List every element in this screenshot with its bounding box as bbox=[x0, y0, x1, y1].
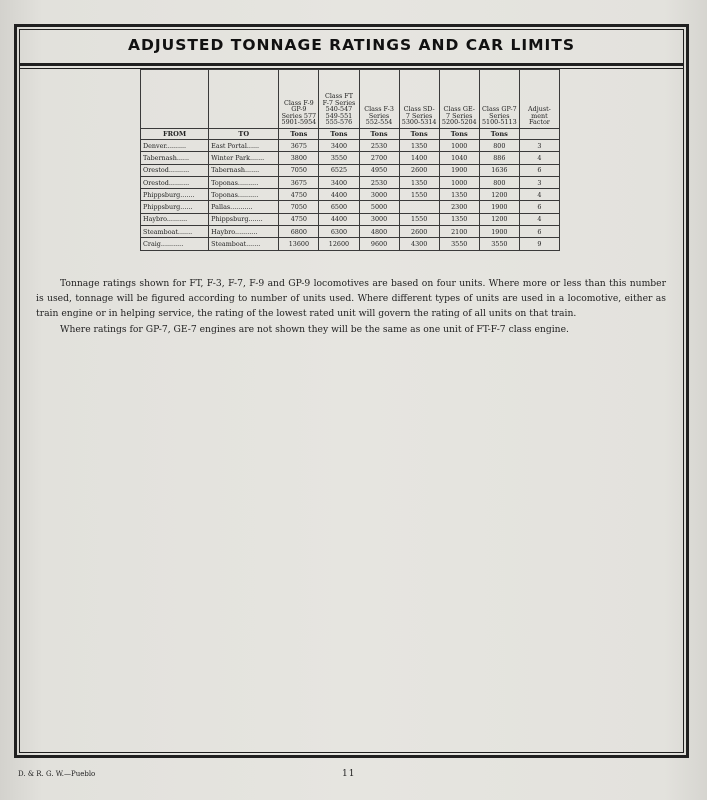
factor-cell: 9 bbox=[519, 238, 559, 250]
to-cell: Phippsburg....... bbox=[209, 213, 279, 225]
tons-cell: 1900 bbox=[479, 226, 519, 238]
tons-cell: 1350 bbox=[399, 176, 439, 188]
factor-cell: 6 bbox=[519, 164, 559, 176]
tons-cell: 9600 bbox=[359, 238, 399, 250]
from-header: FROM bbox=[141, 129, 209, 140]
from-cell: Steamboat....... bbox=[141, 226, 209, 238]
tons-cell: 3550 bbox=[439, 238, 479, 250]
table-row bbox=[141, 140, 560, 152]
class-header: Adjust- ment Factor bbox=[519, 70, 559, 129]
tons-cell: 3000 bbox=[359, 189, 399, 201]
class-header: Class SD-7 Series 5300-5314 bbox=[399, 70, 439, 129]
factor-cell: 6 bbox=[519, 201, 559, 213]
tons-cell: 2600 bbox=[399, 164, 439, 176]
tons-cell: 1350 bbox=[439, 189, 479, 201]
tons-cell: 1200 bbox=[479, 213, 519, 225]
table-row bbox=[141, 189, 560, 201]
tons-header: Tons bbox=[359, 129, 399, 140]
to-cell: Toponas.......... bbox=[209, 189, 279, 201]
note-paragraph: Where ratings for GP-7, GE-7 engines are not shown they will be the same as one unit of FT-F-7 class engine. bbox=[60, 324, 569, 336]
tons-cell: 4750 bbox=[279, 189, 319, 201]
factor-cell: 6 bbox=[519, 226, 559, 238]
tons-cell: 7050 bbox=[279, 201, 319, 213]
from-cell: Phippsburg....... bbox=[141, 189, 209, 201]
factor-cell: 4 bbox=[519, 189, 559, 201]
tons-cell: 3675 bbox=[279, 140, 319, 152]
factor-header bbox=[519, 129, 559, 140]
tons-cell: 800 bbox=[479, 140, 519, 152]
tons-cell: 1550 bbox=[399, 189, 439, 201]
tons-cell: 3675 bbox=[279, 176, 319, 188]
tons-cell: 4400 bbox=[319, 189, 359, 201]
tons-cell: 1040 bbox=[439, 152, 479, 164]
factor-cell: 3 bbox=[519, 140, 559, 152]
tons-cell: 3800 bbox=[279, 152, 319, 164]
blank-header-cell bbox=[141, 70, 209, 129]
tons-cell: 3550 bbox=[479, 238, 519, 250]
tons-cell: 4400 bbox=[319, 213, 359, 225]
tons-cell: 3400 bbox=[319, 140, 359, 152]
tons-cell: 3400 bbox=[319, 176, 359, 188]
tons-cell: 4300 bbox=[399, 238, 439, 250]
tons-cell: 1000 bbox=[439, 176, 479, 188]
tons-cell bbox=[399, 201, 439, 213]
table-row bbox=[141, 226, 560, 238]
tons-cell: 1350 bbox=[439, 213, 479, 225]
tons-cell: 1636 bbox=[479, 164, 519, 176]
class-header: Class F-9 GP-9 Series 577 5901-5954 bbox=[279, 70, 319, 129]
from-cell: Haybro.......... bbox=[141, 213, 209, 225]
note-paragraph: Tonnage ratings shown for FT, F-3, F-7, F-9 and GP-9 locomotives are based on four units. Where more or less than this number is used, tonnage will be figured according to number of units used. Where different types of units are used in a locomotive, either as train engine or in helping service, the rating of the lowest rated unit will govern the rating of all units on that train. bbox=[36, 278, 666, 320]
tons-cell: 2530 bbox=[359, 176, 399, 188]
tons-cell: 5000 bbox=[359, 201, 399, 213]
table-row bbox=[141, 176, 560, 188]
tonnage-table bbox=[140, 69, 560, 251]
tons-cell: 4750 bbox=[279, 213, 319, 225]
to-cell: Winter Park....... bbox=[209, 152, 279, 164]
tons-cell: 1900 bbox=[479, 201, 519, 213]
tons-cell: 886 bbox=[479, 152, 519, 164]
column-header-row bbox=[141, 129, 560, 140]
tons-cell: 3000 bbox=[359, 213, 399, 225]
to-cell: Tabernash....... bbox=[209, 164, 279, 176]
tons-cell: 1200 bbox=[479, 189, 519, 201]
tons-cell: 1550 bbox=[399, 213, 439, 225]
tons-cell: 12600 bbox=[319, 238, 359, 250]
tons-cell: 4800 bbox=[359, 226, 399, 238]
table-row bbox=[141, 152, 560, 164]
factor-cell: 3 bbox=[519, 176, 559, 188]
to-header: TO bbox=[209, 129, 279, 140]
tons-cell: 1900 bbox=[439, 164, 479, 176]
tons-cell: 2600 bbox=[399, 226, 439, 238]
tons-cell: 7050 bbox=[279, 164, 319, 176]
class-header: Class FT F-7 Series 540-547 549-551 555-576 bbox=[319, 70, 359, 129]
class-header: Class GE-7 Series 5200-5204 bbox=[439, 70, 479, 129]
to-cell: East Portal...... bbox=[209, 140, 279, 152]
tons-cell: 800 bbox=[479, 176, 519, 188]
page-title: ADJUSTED TONNAGE RATINGS AND CAR LIMITS bbox=[127, 36, 576, 54]
tons-cell: 6300 bbox=[319, 226, 359, 238]
tons-cell: 6500 bbox=[319, 201, 359, 213]
tons-cell: 1350 bbox=[399, 140, 439, 152]
to-cell: Steamboat....... bbox=[209, 238, 279, 250]
tons-cell: 13600 bbox=[279, 238, 319, 250]
tons-cell: 1000 bbox=[439, 140, 479, 152]
tons-header: Tons bbox=[399, 129, 439, 140]
tons-cell: 1400 bbox=[399, 152, 439, 164]
from-cell: Tabernash...... bbox=[141, 152, 209, 164]
class-header-row bbox=[141, 70, 560, 129]
factor-cell: 4 bbox=[519, 213, 559, 225]
from-cell: Phippsburg...... bbox=[141, 201, 209, 213]
tons-cell: 2700 bbox=[359, 152, 399, 164]
to-cell: Pallas........... bbox=[209, 201, 279, 213]
tons-cell: 6525 bbox=[319, 164, 359, 176]
class-header: Class F-3 Series 552-554 bbox=[359, 70, 399, 129]
tons-cell: 2100 bbox=[439, 226, 479, 238]
tons-cell: 2530 bbox=[359, 140, 399, 152]
table-row bbox=[141, 213, 560, 225]
to-cell: Haybro........... bbox=[209, 226, 279, 238]
tons-header: Tons bbox=[439, 129, 479, 140]
tons-header: Tons bbox=[479, 129, 519, 140]
from-cell: Orestod.......... bbox=[141, 176, 209, 188]
from-cell: Orestod.......... bbox=[141, 164, 209, 176]
footer-publisher: D. & R. G. W.—Pueblo bbox=[18, 770, 96, 778]
blank-header-cell bbox=[209, 70, 279, 129]
factor-cell: 4 bbox=[519, 152, 559, 164]
to-cell: Toponas.......... bbox=[209, 176, 279, 188]
tons-cell: 2300 bbox=[439, 201, 479, 213]
table-row bbox=[141, 164, 560, 176]
tons-cell: 6800 bbox=[279, 226, 319, 238]
table-row bbox=[141, 238, 560, 250]
tons-cell: 4950 bbox=[359, 164, 399, 176]
class-header: Class GP-7 Series 5100-5113 bbox=[479, 70, 519, 129]
tons-header: Tons bbox=[279, 129, 319, 140]
tons-header: Tons bbox=[319, 129, 359, 140]
page-number: 11 bbox=[342, 769, 356, 779]
from-cell: Craig........... bbox=[141, 238, 209, 250]
from-cell: Denver.......... bbox=[141, 140, 209, 152]
table-row bbox=[141, 201, 560, 213]
tons-cell: 3550 bbox=[319, 152, 359, 164]
